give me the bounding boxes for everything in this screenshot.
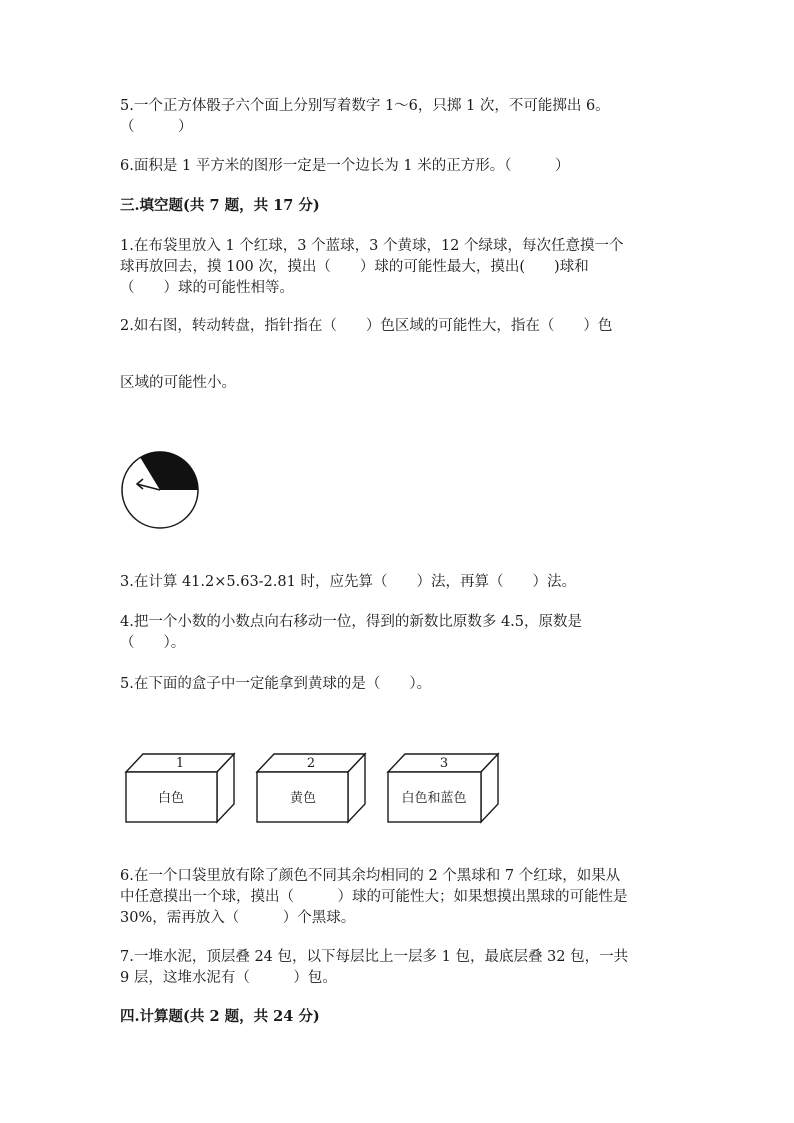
box-2-number: 2	[306, 756, 316, 771]
spinner-figure	[118, 448, 204, 534]
q5-judge-line1: 5.一个正方体骰子六个面上分别写着数字 1～6，只掷 1 次，不可能掷出 6。	[120, 98, 610, 114]
section4-heading: 四.计算题(共 2 题，共 24 分)	[120, 1008, 320, 1025]
box-2	[257, 754, 365, 822]
q2-line1: 2.如右图，转动转盘，指针指在（ ）色区域的可能性大，指在（ ）色	[120, 318, 613, 334]
q4-line1: 4.把一个小数的小数点向右移动一位，得到的新数比原数多 4.5，原数是	[120, 614, 583, 630]
box-3-label: 白色和蓝色	[401, 791, 467, 806]
box-1-label: 白色	[157, 791, 185, 806]
q4-line2: （ ）。	[120, 635, 186, 651]
boxes-figure	[118, 750, 508, 830]
q3-line: 3.在计算 41.2×5.63-2.81 时，应先算（ ）法，再算（ ）法。	[120, 574, 576, 590]
q5-line: 5.在下面的盒子中一定能拿到黄球的是（ ）。	[120, 676, 432, 692]
box-3-number: 3	[439, 756, 449, 771]
q1-line2: 球再放回去，摸 100 次，摸出（ ）球的可能性最大，摸出( )球和	[120, 259, 589, 275]
box-3	[388, 754, 498, 822]
q1-line1: 1.在布袋里放入 1 个红球，3 个蓝球，3 个黄球，12 个绿球，每次任意摸一个	[120, 238, 624, 254]
q6-line2: 中任意摸出一个球，摸出（ ）球的可能性大；如果想摸出黑球的可能性是	[120, 889, 628, 905]
q1-line3: （ ）球的可能性相等。	[120, 280, 294, 296]
q7-line1: 7.一堆水泥，顶层叠 24 包，以下每层比上一层多 1 包，最底层叠 32 包，一共	[120, 949, 629, 965]
q6-line3: 30%，需再放入（ ）个黑球。	[120, 910, 356, 926]
section3-heading: 三.填空题(共 7 题，共 17 分)	[120, 197, 320, 214]
box-1-number: 1	[175, 756, 185, 771]
q7-line2: 9 层，这堆水泥有（ ）包。	[120, 970, 337, 986]
q5-judge-answer-blank: （ ）	[120, 119, 193, 135]
q6-judge-line: 6.面积是 1 平方米的图形一定是一个边长为 1 米的正方形。（ ）	[120, 158, 570, 174]
q2-line2: 区域的可能性小。	[120, 375, 236, 391]
box-1	[126, 754, 234, 822]
box-2-label: 黄色	[289, 791, 317, 806]
q6-line1: 6.在一个口袋里放有除了颜色不同其余均相同的 2 个黑球和 7 个红球，如果从	[120, 868, 621, 884]
